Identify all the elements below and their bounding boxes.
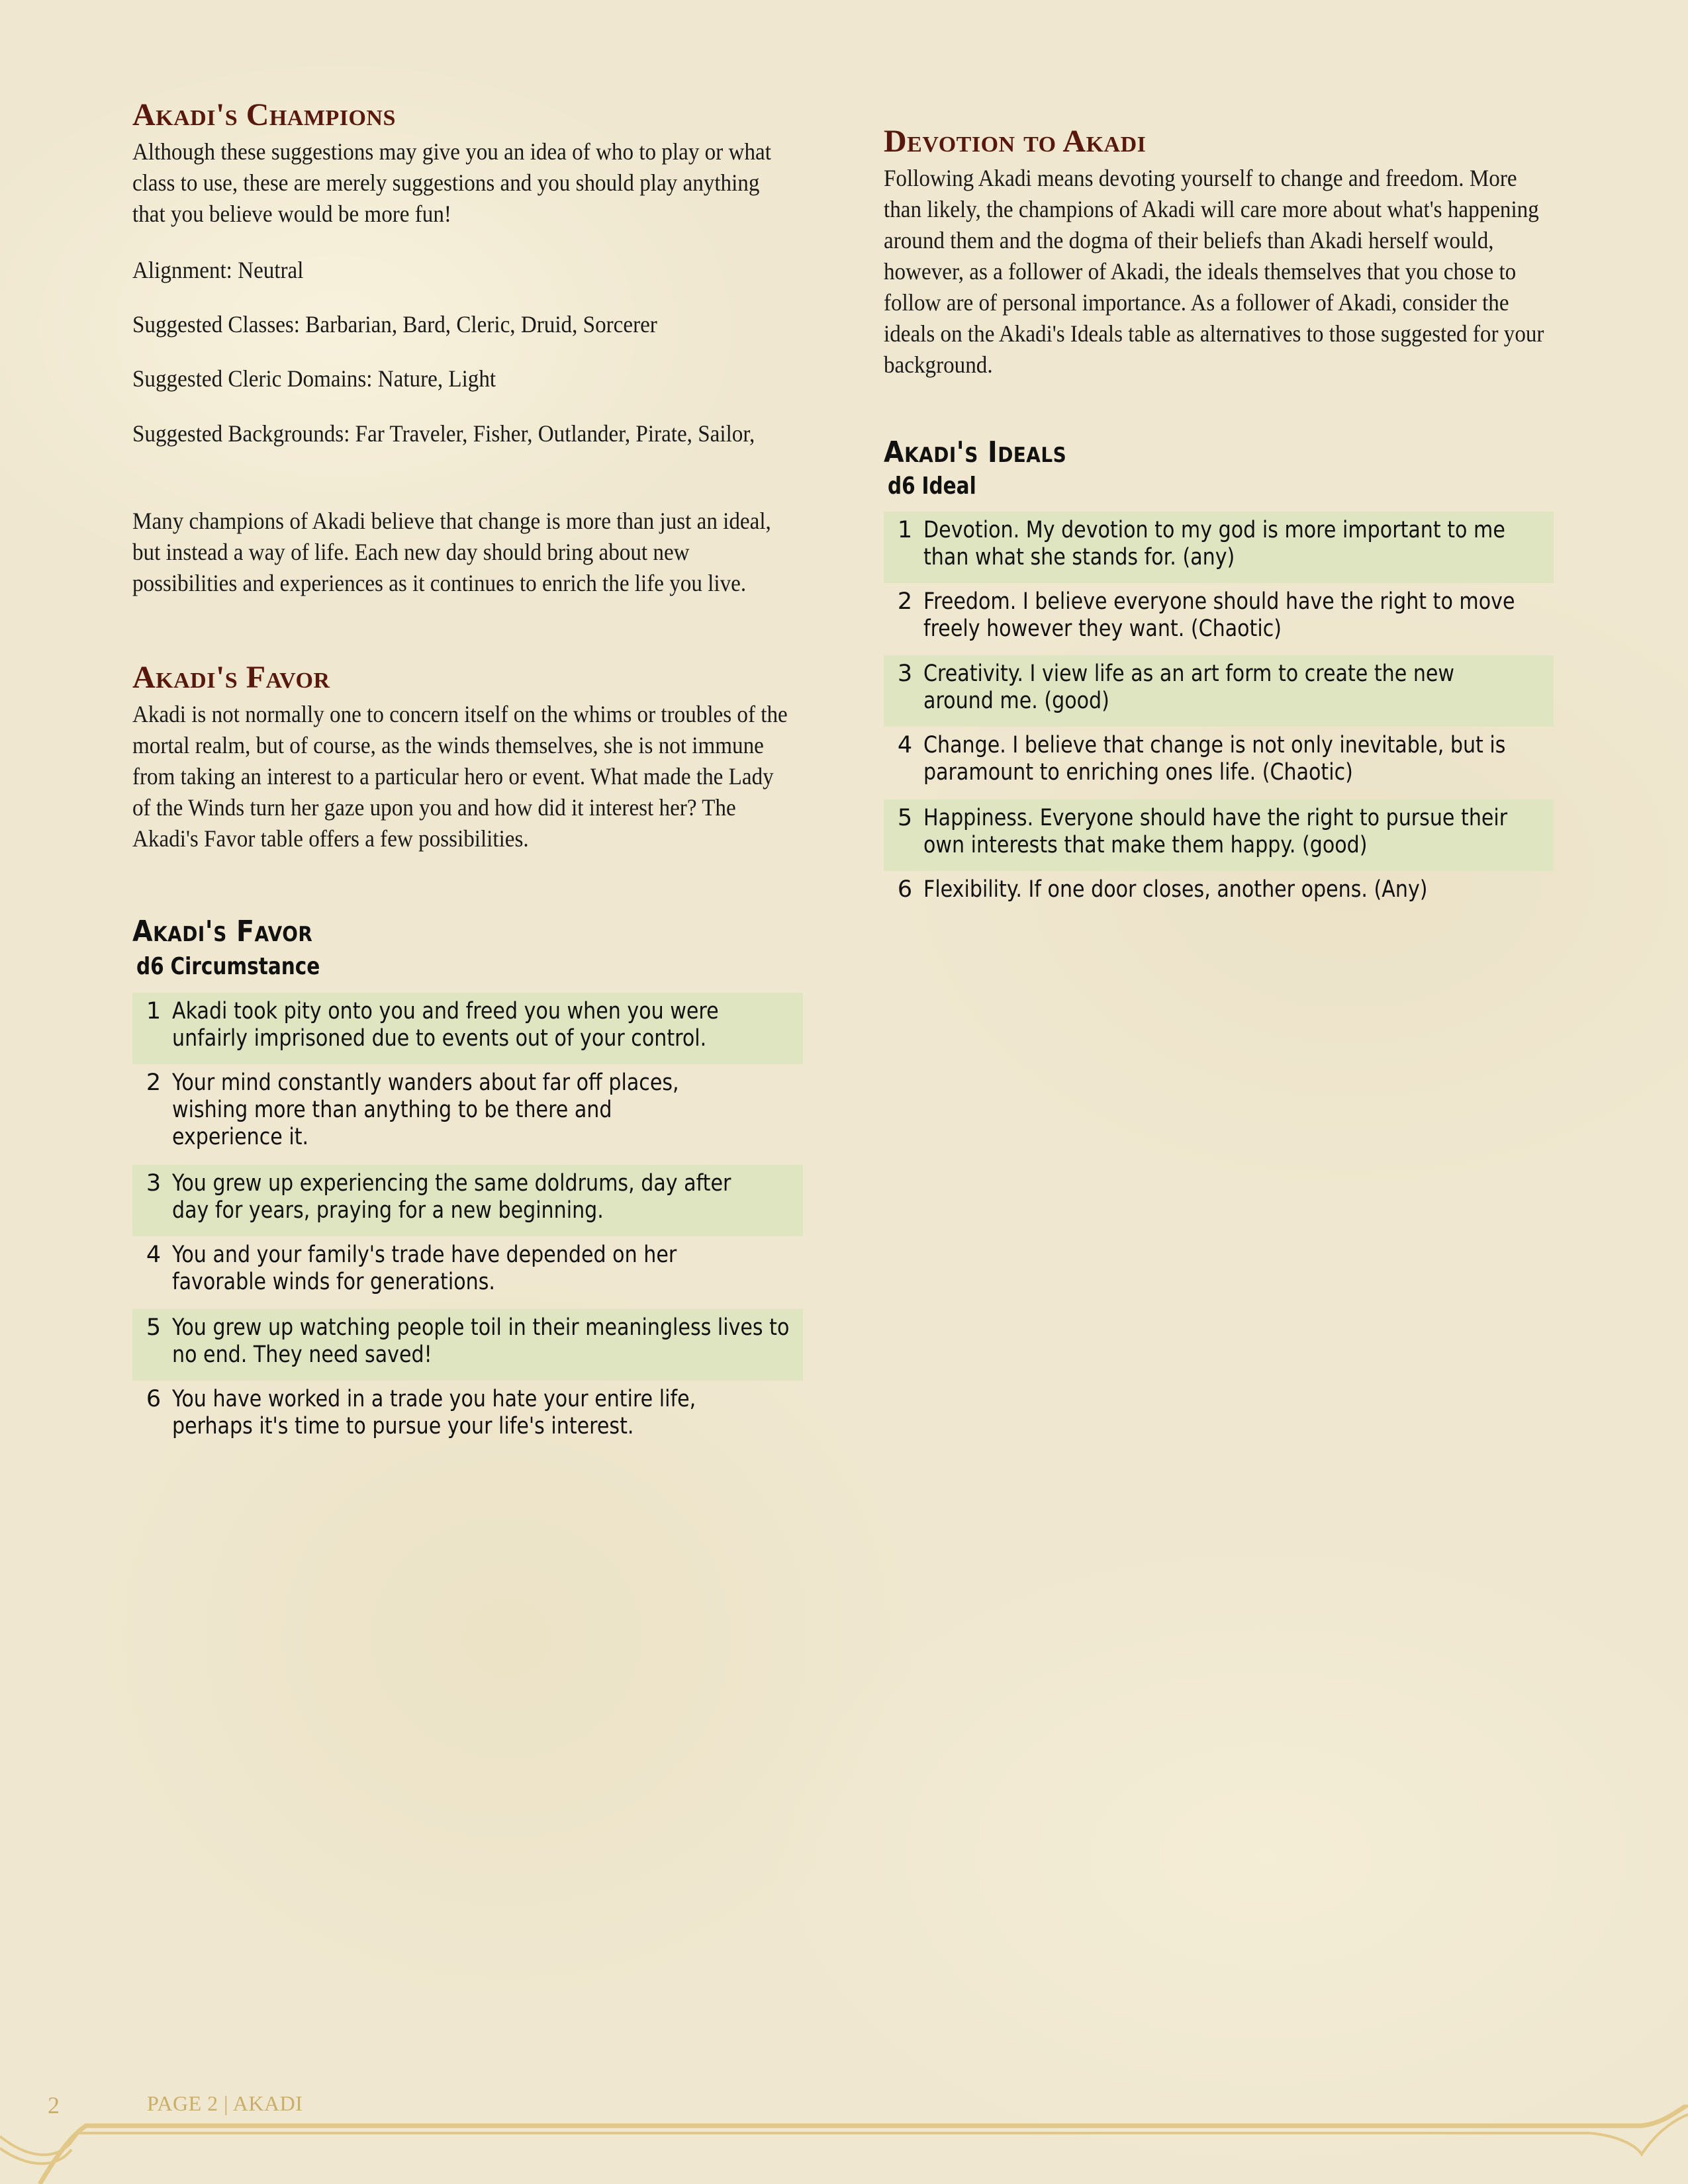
favor-col-d6: d6 xyxy=(136,953,164,980)
running-footer-title: PAGE 2 | AKADI xyxy=(147,2091,303,2115)
row-number: 2 xyxy=(146,1069,162,1096)
section-heading-devotion: Devotion to Akadi xyxy=(884,124,1147,159)
row-number: 4 xyxy=(897,732,913,758)
row-number: 5 xyxy=(897,805,913,831)
champions-domains: Suggested Cleric Domains: Nature, Light xyxy=(132,365,496,392)
footer-ornament-icon xyxy=(0,2105,1688,2184)
favor-table-row xyxy=(132,1165,803,1236)
champions-closing: Many champions of Akadi believe that change is more than just an ideal, but instead a way of life. Each new day should bring about new possibilities and experiences as it continues to enrich the life you live. xyxy=(132,508,771,596)
favor-table-row xyxy=(132,993,803,1064)
row-text: Freedom. I believe everyone should have the right to move freely however they want. (Chaotic) xyxy=(923,588,1515,642)
favor-table-row xyxy=(132,1381,803,1452)
row-number: 5 xyxy=(146,1314,162,1341)
champions-intro: Although these suggestions may give you an idea of who to play or what class to use, these are merely suggestions and you should play anything that you believe would be more fun! xyxy=(132,138,771,227)
row-text: Your mind constantly wanders about far off places, wishing more than anything to be there and experience it. xyxy=(172,1069,679,1150)
section-heading-favor: Akadi's Favor xyxy=(132,660,330,695)
favor-body: Akadi is not normally one to concern itself on the whims or troubles of the mortal realm, but of course, as the winds themselves, she is not immune from taking an interest to a particular hero or event. What made the Lady of the Winds turn her gaze upon you and how did it interest her? The Akadi's Favor table offers a few possibilities. xyxy=(132,701,788,852)
row-text: Akadi took pity onto you and freed you when you were unfairly imprisoned due to events out of your control. xyxy=(172,998,719,1052)
ideals-table-row xyxy=(884,727,1554,798)
ideals-table-row xyxy=(884,583,1554,655)
devotion-body: Following Akadi means devoting yourself to change and freedom. More than likely, the champions of Akadi will care more about what's happening around them and the dogma of their beliefs than Akadi herself would, however, as a follower of Akadi, the ideals themselves that you chose to follow are of personal importance. As a follower of Akadi, consider the ideals on the Akadi's Ideals table as alternatives to those suggested for your background. xyxy=(884,165,1544,378)
ideals-table-title: Akadi's Ideals xyxy=(884,435,1067,469)
row-text: You grew up watching people toil in their meaningless lives to no end. They need saved! xyxy=(172,1314,790,1368)
ideals-col-ideal: Ideal xyxy=(921,473,976,500)
row-text: You have worked in a trade you hate your entire life, perhaps it's time to pursue your life's interest. xyxy=(172,1386,696,1439)
row-number: 6 xyxy=(897,876,913,903)
row-number: 1 xyxy=(146,998,162,1024)
row-number: 2 xyxy=(897,588,913,615)
champions-classes: Suggested Classes: Barbarian, Bard, Cleric, Druid, Sorcerer xyxy=(132,311,657,338)
row-number: 1 xyxy=(897,517,913,543)
row-number: 6 xyxy=(146,1386,162,1412)
ideals-table-row xyxy=(884,871,1554,911)
ideals-table-row xyxy=(884,512,1554,583)
favor-table-row xyxy=(132,1064,803,1163)
row-text: You and your family's trade have depended on her favorable winds for generations. xyxy=(172,1242,677,1295)
row-number: 4 xyxy=(146,1242,162,1268)
ideals-table-header xyxy=(888,473,983,500)
row-text: Happiness. Everyone should have the right to pursue their own interests that make them happy. (good) xyxy=(923,805,1508,858)
favor-col-circumstance: Circumstance xyxy=(170,953,320,980)
row-text: Creativity. I view life as an art form to create the new around me. (good) xyxy=(923,660,1455,714)
favor-table-row xyxy=(132,1236,803,1308)
ideals-table-row xyxy=(884,799,1554,871)
row-text: Devotion. My devotion to my god is more important to me than what she stands for. (any) xyxy=(923,517,1505,570)
row-number: 3 xyxy=(146,1170,162,1197)
champions-alignment: Alignment: Neutral xyxy=(132,257,304,283)
row-number: 3 xyxy=(897,660,913,687)
section-heading-champions: Akadi's Champions xyxy=(132,97,396,132)
row-text: Flexibility. If one door closes, another opens. (Any) xyxy=(923,876,1428,903)
row-text: You grew up experiencing the same doldrums, day after day for years, praying for a new beginning. xyxy=(172,1170,731,1224)
ideals-table-row xyxy=(884,655,1554,727)
favor-table-title: Akadi's Favor xyxy=(132,915,313,948)
champions-backgrounds: Suggested Backgrounds: Far Traveler, Fisher, Outlander, Pirate, Sailor, xyxy=(132,420,755,447)
favor-table-row xyxy=(132,1309,803,1381)
row-text: Change. I believe that change is not only inevitable, but is paramount to enriching ones life. (Chaotic) xyxy=(923,732,1506,786)
favor-table-header xyxy=(136,953,326,980)
ideals-col-d6: d6 xyxy=(888,473,915,500)
page-number: 2 xyxy=(48,2092,60,2118)
